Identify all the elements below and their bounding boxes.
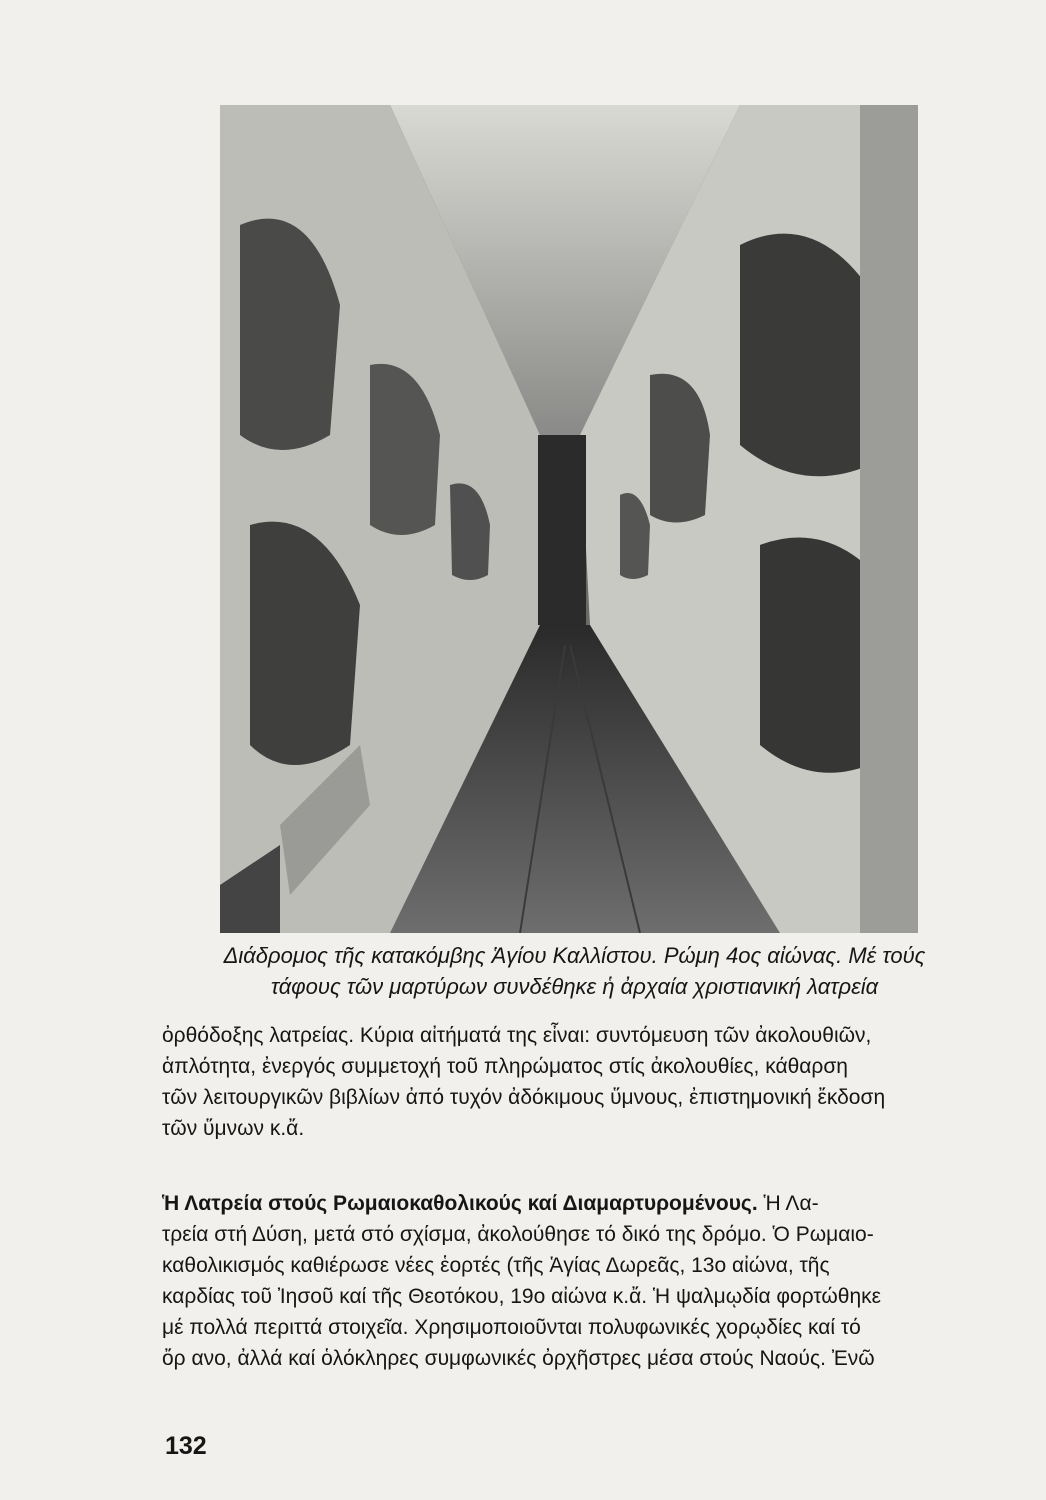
text-line: μέ πολλά περιττά στοιχεῖα. Χρησιμοποιοῦνται πολυφωνικές χορῳδίες καί τό [162, 1316, 861, 1339]
caption-line: τάφους τῶν μαρτύρων συνδέθηκε ἡ ἀρχαία χριστιανική λατρεία [270, 974, 879, 999]
text-line-first [162, 1188, 990, 1219]
text-line: τρεία στή Δύση, μετά στό σχίσμα, ἀκολούθησε τό δικό της δρόμο. Ὁ Ρωμαιο- [162, 1223, 874, 1246]
text-line: τῶν ὕμνων κ.ἄ. [162, 1117, 305, 1140]
paragraph-1 [162, 1020, 990, 1144]
text-line: ἁπλότητα, ἐνεργός συμμετοχή τοῦ πληρώματος στίς ἀκολουθίες, κάθαρση [162, 1055, 848, 1078]
heading-line-rest: Ἡ Λα- [757, 1192, 819, 1215]
caption-line: Διάδρομος τῆς κατακόμβης Ἁγίου Καλλίστου. Ρώμη 4ος αἰώνας. Μέ τούς [223, 943, 926, 968]
paragraph-2 [162, 1188, 990, 1374]
text-line: ὀρθόδοξης λατρείας. Κύρια αἰτήματά της εἶναι: συντόμευση τῶν ἀκολουθιῶν, [162, 1024, 872, 1047]
text-line: καρδίας τοῦ Ἰησοῦ καί τῆς Θεοτόκου, 19ο αἰώνα κ.ἄ. Ἡ ψαλμῳδία φορτώθηκε [162, 1285, 881, 1308]
catacomb-corridor-photo [220, 105, 918, 933]
page-number: 132 [165, 1432, 207, 1460]
text-line: καθολικισμός καθιέρωσε νέες ἑορτές (τῆς Ἁγίας Δωρεᾶς, 13ο αἰώνα, τῆς [162, 1254, 830, 1277]
text-line: ὄρ ανο, ἀλλά καί ὁλόκληρες συμφωνικές ὀρχῆστρες μέσα στούς Ναούς. Ἐνῶ [162, 1347, 875, 1370]
section-heading: Ἡ Λατρεία στούς Ρωμαιοκαθολικούς καί Διαμαρτυρομένους. [162, 1192, 758, 1215]
text-line: τῶν λειτουργικῶν βιβλίων ἀπό τυχόν ἀδόκιμους ὕμνους, ἐπιστημονική ἔκδοση [162, 1086, 886, 1109]
catacomb-corridor-illustration [220, 105, 918, 933]
photo-caption [162, 940, 987, 1002]
